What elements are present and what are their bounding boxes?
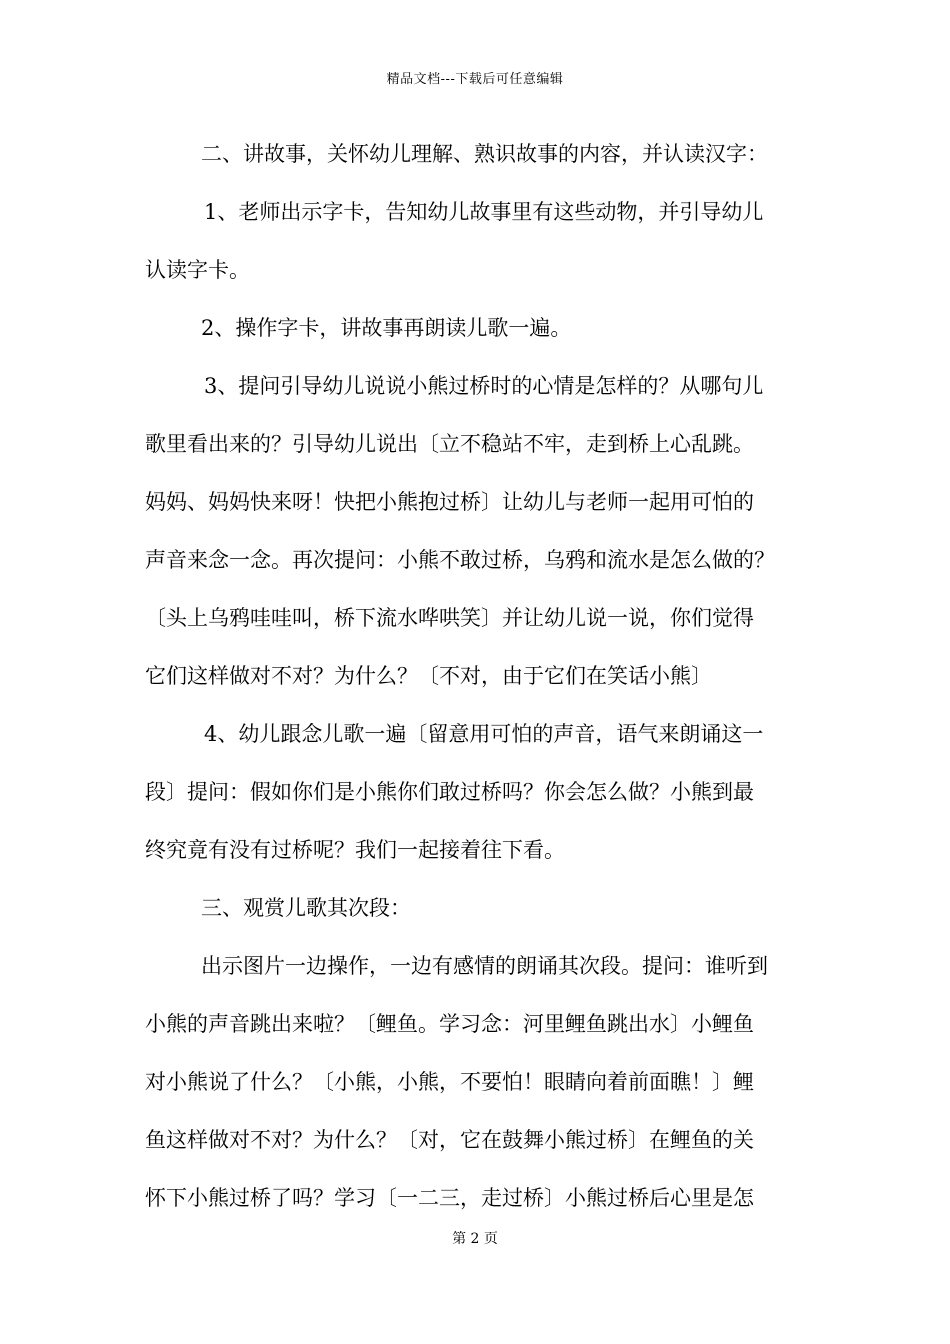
paragraph-line: 妈妈、妈妈快来呀！快把小熊抱过桥〕让幼儿与老师一起用可怕的 — [145, 490, 754, 514]
paragraph-line: 怀下小熊过桥了吗？学习〔一二三，走过桥〕小熊过桥后心里是怎 — [145, 1186, 754, 1210]
paragraph-line: 2、操作字卡，讲故事再朗读儿歌一遍。 — [201, 316, 572, 340]
paragraph-line: 〔头上乌鸦哇哇叫，桥下流水哗哄笑〕并让幼儿说一说，你们觉得 — [145, 606, 754, 630]
paragraph-line: 出示图片一边操作，一边有感情的朗诵其次段。提问：谁听到 — [201, 954, 768, 978]
document-body — [145, 136, 810, 1238]
paragraph-line: 二、讲故事，关怀幼儿理解、熟识故事的内容，并认读汉字： — [201, 142, 768, 166]
paragraph-line: 认读字卡。 — [145, 258, 250, 282]
paragraph-line: 段〕提问：假如你们是小熊你们敢过桥吗？你会怎么做？小熊到最 — [145, 780, 754, 804]
paragraph-line: 4、幼儿跟念儿歌一遍〔留意用可怕的声音，语气来朗诵这一 — [204, 722, 764, 746]
paragraph-line: 声音来念一念。再次提问：小熊不敢过桥，乌鸦和流水是怎么做的？ — [145, 548, 775, 572]
paragraph-line: 它们这样做对不对？为什么？〔不对，由于它们在笑话小熊〕 — [145, 664, 712, 688]
paragraph-line: 终究竟有没有过桥呢？我们一起接着往下看。 — [145, 838, 565, 862]
page-number: 第 2 页 — [452, 1231, 498, 1247]
paragraph-line: 对小熊说了什么？〔小熊，小熊，不要怕！眼睛向着前面瞧！〕鲤 — [145, 1070, 754, 1094]
page-header: 精品文档---下载后可任意编辑 — [386, 72, 564, 87]
paragraph-line: 3、提问引导幼儿说说小熊过桥时的心情是怎样的？从哪句儿 — [204, 374, 764, 398]
paragraph-line: 小熊的声音跳出来啦？〔鲤鱼。学习念：河里鲤鱼跳出水〕小鲤鱼 — [145, 1012, 754, 1036]
paragraph-line: 三、观赏儿歌其次段： — [201, 896, 411, 920]
paragraph-line: 1、老师出示字卡，告知幼儿故事里有这些动物，并引导幼儿 — [204, 200, 764, 224]
paragraph-line: 鱼这样做对不对？为什么？〔对，它在鼓舞小熊过桥〕在鲤鱼的关 — [145, 1128, 754, 1152]
paragraph-line: 歌里看出来的？引导幼儿说出〔立不稳站不牢，走到桥上心乱跳。 — [145, 432, 754, 456]
